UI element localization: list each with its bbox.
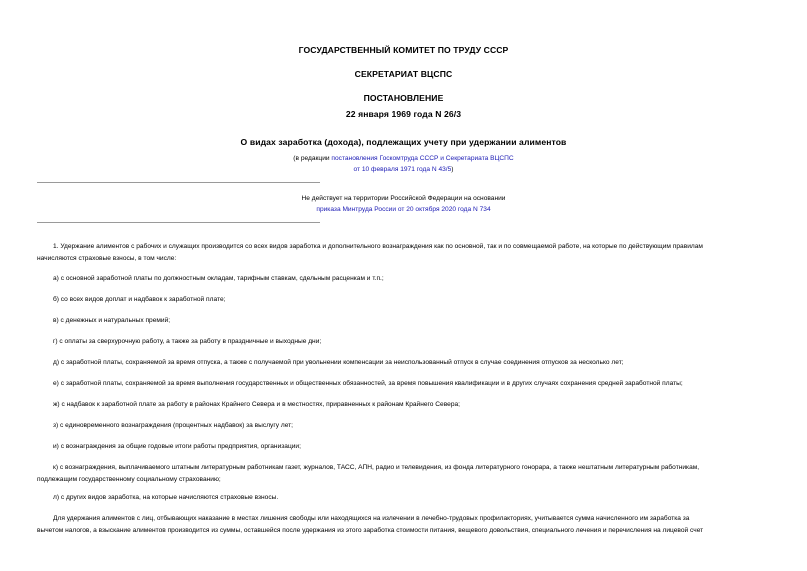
item-i: и) с вознаграждения за общие годовые итоги работы предприятия, организации; (53, 443, 301, 450)
item-k (37, 462, 767, 485)
item-d: д) с заработной платы, сохраняемой за время отпуска, а также с получаемой при увольнении компенсации за неиспользованный отпуск в случае соединения отпусков за несколько лет; (53, 359, 624, 366)
status-link[interactable]: приказа Минтруда России от 20 октября 2020 года N 734 (316, 206, 491, 213)
item-z: з) с единовременного вознаграждения (процентных надбавок) за выслугу лет; (53, 422, 294, 429)
paragraph-1 (37, 241, 767, 264)
paragraph-2-line-2: вычетом налогов, а взыскание алиментов производится из суммы, оставшейся после удержания из этого заработка стоимости питания, вещевого довольствия, специального лечения и перечисления на лицевой счет (37, 526, 704, 534)
edition-prefix: (в редакции (293, 155, 332, 162)
edition-link-2[interactable]: от 10 февраля 1971 года N 43/5 (353, 166, 452, 173)
doc-date: 22 января 1969 года N 26/3 (345, 109, 462, 119)
item-k-line-2: подлежащим государственному социальному страхованию; (37, 475, 221, 483)
paragraph-1-line-2: начисляются страховые взносы, в том числе: (37, 254, 177, 262)
secretariat-heading: СЕКРЕТАРИАТ ВЦСПС (354, 69, 453, 79)
item-g: г) с оплаты за сверхурочную работу, а также за работу в праздничные и выходные дни; (53, 338, 322, 345)
doc-title: О видах заработка (дохода), подлежащих учету при удержании алиментов (240, 137, 567, 147)
committee-heading: ГОСУДАРСТВЕННЫЙ КОМИТЕТ ПО ТРУДУ СССР (298, 45, 509, 55)
status-note: Не действует на территории Российской Федерации на основании (301, 195, 506, 202)
divider-2 (37, 222, 320, 223)
item-a: а) с основной заработной платы по должностным окладам, тарифным ставкам, сдельным расценкам и т.п.; (53, 275, 384, 282)
item-l: л) с других видов заработка, на которые начисляются страховые взносы. (53, 494, 279, 501)
item-zh: ж) с надбавок к заработной плате за работу в районах Крайнего Севера и в местностях, приравненных к районам Крайнего Севера; (53, 401, 460, 408)
status-note-line2 (0, 204, 807, 215)
item-v: в) с денежных и натуральных премий; (53, 317, 171, 324)
divider-1 (37, 182, 320, 183)
item-b: б) со всех видов доплат и надбавок к заработной плате; (53, 296, 226, 303)
item-e: е) с заработной платы, сохраняемой за время выполнения государственных и общественных обязанностей, за время повышения квалификации и в других случаях сохранения средней заработной платы; (53, 380, 683, 387)
edition-note-line2 (0, 164, 807, 175)
paragraph-2 (37, 513, 767, 536)
item-k-line-1: к) с вознаграждения, выплачиваемого штатным литературным работникам газет, журналов, ТАСС, АПН, радио и телевидения, из фонда литературного гонорара, а также нештатным литературным работникам, (53, 464, 700, 471)
paragraph-2-line-1: Для удержания алиментов с лиц, отбывающих наказание в местах лишения свободы или находящихся на излечении в лечебно-трудовых профилакториях, учитывается сумма начисленного им заработка за (53, 515, 690, 522)
doc-type-heading: ПОСТАНОВЛЕНИЕ (363, 93, 444, 103)
paragraph-1-line-1: 1. Удержание алиментов с рабочих и служащих производится со всех видов заработка и дополнительного вознаграждения как по основной, так и по совмещаемой работе, на которые по действующим правилам (53, 243, 703, 250)
edition-note (0, 153, 807, 164)
edition-suffix: ) (451, 166, 454, 173)
edition-link-1[interactable]: постановления Госкомтруда СССР и Секретариата ВЦСПС (331, 155, 514, 162)
